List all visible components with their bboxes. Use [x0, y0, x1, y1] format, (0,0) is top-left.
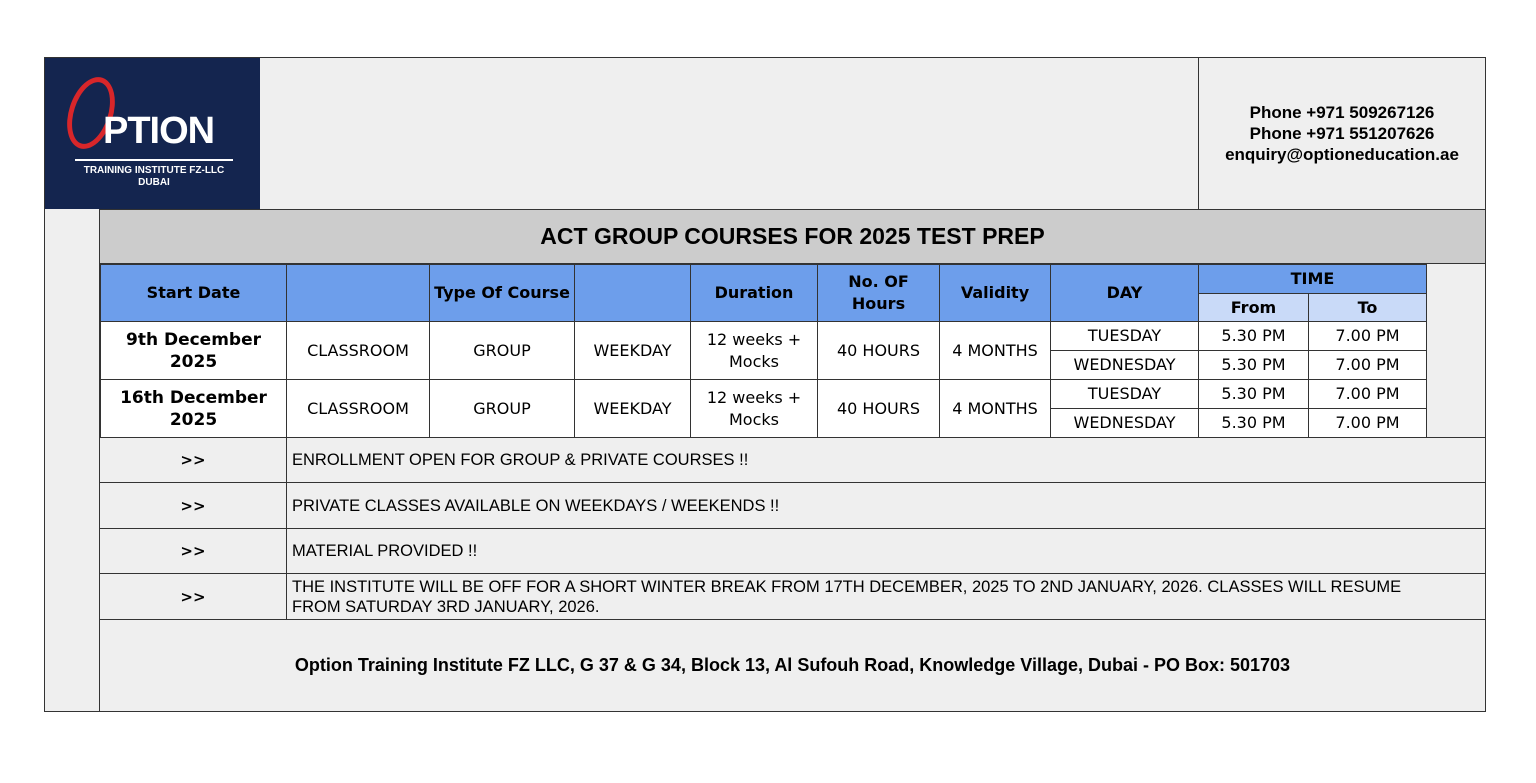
logo-location: DUBAI: [138, 177, 170, 188]
course-type: GROUP: [429, 321, 575, 380]
header-duration: Duration: [690, 264, 818, 322]
session-day: WEDNESDAY: [1050, 408, 1199, 438]
course-duration: 12 weeks + Mocks: [690, 379, 818, 438]
header-blank: [260, 58, 1199, 209]
note-marker: >>: [100, 438, 287, 482]
course-start-date: 9th December 2025: [100, 321, 287, 380]
course-mode: CLASSROOM: [286, 379, 430, 438]
table-right-border: [1426, 264, 1427, 438]
course-hours: 40 HOURS: [817, 321, 940, 380]
session-to: 7.00 PM: [1308, 350, 1427, 380]
header-to: To: [1308, 293, 1427, 322]
course-validity: 4 MONTHS: [939, 321, 1051, 380]
course-mode: CLASSROOM: [286, 321, 430, 380]
course-hours: 40 HOURS: [817, 379, 940, 438]
session-from: 5.30 PM: [1198, 321, 1309, 351]
note-text: MATERIAL PROVIDED !!: [292, 542, 478, 560]
note-marker: >>: [100, 483, 287, 528]
header-blank-2: [574, 264, 691, 322]
footer-address: Option Training Institute FZ LLC, G 37 & G 34, Block 13, Al Sufouh Road, Knowledge Village, Dubai - PO Box: 501703: [294, 654, 1291, 675]
course-type: GROUP: [429, 379, 575, 438]
course-start-date: 16th December 2025: [100, 379, 287, 438]
note-row: [100, 438, 1485, 483]
course-schedule: WEEKDAY: [574, 379, 691, 438]
session-from: 5.30 PM: [1198, 350, 1309, 380]
session-day: TUESDAY: [1050, 379, 1199, 409]
header-hours: No. OF Hours: [817, 264, 940, 322]
institute-logo: [45, 58, 260, 209]
note-row: [100, 529, 1485, 574]
header-validity: Validity: [939, 264, 1051, 322]
note-text: ENROLLMENT OPEN FOR GROUP & PRIVATE COURSES !!: [292, 451, 749, 469]
note-row: [100, 483, 1485, 529]
course-schedule: WEEKDAY: [574, 321, 691, 380]
phone-1: Phone +971 509267126: [1249, 103, 1435, 122]
note-marker: >>: [100, 529, 287, 573]
session-day: TUESDAY: [1050, 321, 1199, 351]
header-blank-1: [286, 264, 430, 322]
email: enquiry@optioneducation.ae: [1225, 145, 1459, 164]
contact-block: [1198, 58, 1485, 209]
course-duration: 12 weeks + Mocks: [690, 321, 818, 380]
session-from: 5.30 PM: [1198, 379, 1309, 409]
logo-wordmark: PTION: [103, 110, 215, 152]
logo-subtitle: TRAINING INSTITUTE FZ-LLC: [83, 165, 225, 176]
header-type-of-course: Type Of Course: [429, 264, 575, 322]
logo-divider: [75, 159, 233, 161]
schedule-sheet: [44, 57, 1486, 712]
note-marker: >>: [100, 574, 287, 619]
phone-2: Phone +971 551207626: [1249, 124, 1435, 143]
header-day: DAY: [1050, 264, 1199, 322]
course-validity: 4 MONTHS: [939, 379, 1051, 438]
note-row: [100, 574, 1485, 620]
header-from: From: [1198, 293, 1309, 322]
header-start-date: Start Date: [100, 264, 287, 322]
header-time: TIME: [1198, 264, 1427, 294]
session-from: 5.30 PM: [1198, 408, 1309, 438]
session-to: 7.00 PM: [1308, 379, 1427, 409]
session-to: 7.00 PM: [1308, 321, 1427, 351]
note-text: PRIVATE CLASSES AVAILABLE ON WEEKDAYS / WEEKENDS !!: [292, 496, 780, 515]
note-text: THE INSTITUTE WILL BE OFF FOR A SHORT WINTER BREAK FROM 17TH DECEMBER, 2025 TO 2ND JANUARY, 2026. CLASSES WILL RESUME FROM SATURDAY 3RD JANUARY, 2026.: [292, 577, 1402, 616]
session-day: WEDNESDAY: [1050, 350, 1199, 380]
session-to: 7.00 PM: [1308, 408, 1427, 438]
page-title: ACT GROUP COURSES FOR 2025 TEST PREP: [100, 209, 1485, 264]
